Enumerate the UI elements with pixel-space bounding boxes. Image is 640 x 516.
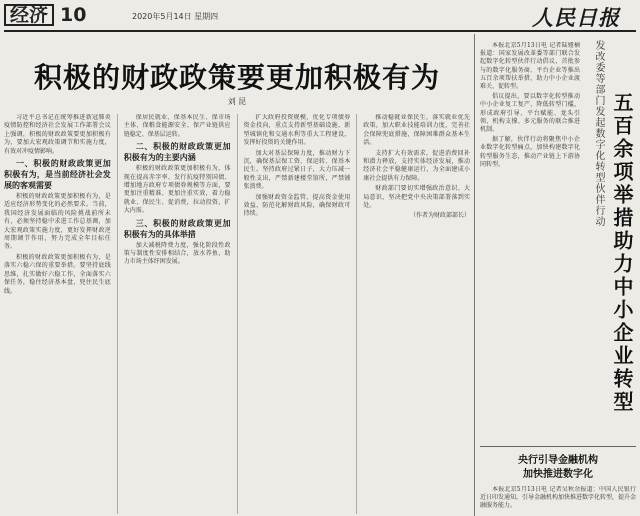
article-column-1 [4, 114, 111, 514]
article-column-2 [124, 114, 231, 514]
section-label [4, 4, 86, 26]
paragraph: 推动稳就业保民生，落实就业优先政策，加大职业技能培训力度，完善社会保障兜底措施，保障困难群众基本生活。 [363, 114, 470, 147]
article-subhead: 二、积极的财政政策更加积极有为的主要内涵 [123, 142, 231, 163]
column-divider [117, 114, 118, 514]
author-note: （作者为财政部部长） [409, 212, 470, 220]
article-columns [4, 114, 470, 514]
paragraph: 习近平总书记在统筹推进新冠肺炎疫情防控和经济社会发展工作部署会议上强调，积极的财政政策要更加积极有为，要加大宏观政策调节和实施力度，有效对冲疫情影响。 [4, 114, 111, 155]
paragraph: 财政部门要切实增强政治意识、大局意识，坚决把党中央决策部署落到实处。 [363, 185, 470, 210]
sidebar-article [480, 34, 636, 516]
paragraph: 本报北京5月13日电 记者陆娅楠报道：国家发展改革委等部门联合发起数字化转型伙伴行动倡议，首批参与的数字化服务商、平台企业等推出五百余项帮扶举措，助力中小企业渡难关、促转型。 [480, 42, 580, 91]
sidebar-body [480, 42, 580, 442]
paragraph: 保居民就业、保基本民生、保市场主体、保粮食能源安全、保产业链供应链稳定、保基层运转。 [123, 114, 231, 138]
paragraph: 倡议提出，要以数字化转型推动中小企业复工复产，降低转型门槛，形成政府引导、平台赋能、龙头引领、机构支撑、多元服务的联合推进机制。 [480, 93, 580, 134]
section-number: 10 [60, 4, 87, 26]
paragraph: 加大对基层保障力度，推动财力下沉，确保基层保工资、保运转、保基本民生。坚持政府过紧日子，大力压减一般性支出，严禁新建楼堂馆所，严禁铺张浪费。 [243, 149, 351, 191]
column-divider [237, 114, 238, 514]
article-headline: 积极的财政政策要更加积极有为 [33, 61, 440, 94]
sidebar-rule [480, 446, 636, 447]
article-column-3 [244, 114, 351, 514]
sidebar-headline: 五百余项举措助力中小企业转型 [610, 92, 634, 414]
section-divider [474, 34, 475, 516]
article-byline: 刘 昆 [227, 97, 247, 106]
page-header [4, 4, 636, 30]
article-column-4 [363, 114, 470, 514]
issue-date: 2020年5月14日 星期四 [132, 12, 219, 21]
paragraph: 本报北京5月13日电 记者吴秋余报道：中国人民银行近日印发通知，引导金融机构加快推进数字化转型，提升金融服务能力。 [480, 486, 636, 510]
paragraph: 支持扩大有效需求，促进消费回补和潜力释放，支持实体经济发展，推动经济社会平稳健康运行，为全面建成小康社会提供有力保障。 [363, 149, 470, 182]
second-article-headline [480, 454, 636, 482]
column-divider [356, 114, 357, 514]
sidebar-subtitle: 发改委等部门发起数字化转型伙伴行动 [593, 40, 604, 227]
article-subhead: 三、积极的财政政策更加积极有为的具体举措 [123, 218, 231, 239]
paragraph: 加强财政资金监管，提高资金使用效益，防范化解财政风险，确保财政可持续。 [243, 193, 351, 218]
paragraph: 加大减税降费力度，强化阶段性政策与制度性安排相结合，放水养鱼，助力市场主体纾困发展。 [123, 241, 231, 266]
header-rule [4, 30, 636, 32]
paragraph: 扩大政府投资规模，优化专项债券资金投向，重点支持新型基础设施、新型城镇化和交通水利等重大工程建设，发挥好投资的关键作用。 [243, 114, 351, 147]
paragraph: 积极的财政政策更加积极有为，是落实六稳六保的重要举措。要坚持底线思维，扎实做好六稳工作，全面落实六保任务，稳住经济基本盘，兜住民生底线。 [4, 253, 111, 295]
article-subhead: 一、积极的财政政策更加积极有为，是当前经济社会发展的客观需要 [4, 159, 111, 191]
masthead-logo: 人民日报 [532, 5, 620, 30]
paragraph: 积极的财政政策更加积极有为，体现在提高赤字率、发行抗疫特别国债、增加地方政府专项债券规模等方面，要更加注重精准、更加注重实效，着力稳就业、保民生、促消费，拉动投资，扩大内需。 [123, 165, 231, 215]
headline-line-1: 央行引导金融机构 [518, 455, 598, 466]
main-article [4, 34, 470, 516]
headline-line-2: 加快推进数字化 [523, 469, 593, 480]
second-article-body [480, 486, 636, 516]
paragraph: 据了解，伙伴行动将聚焦中小企业数字化转型痛点，加快构建数字化转型服务生态，推动产业链上下游协同转型。 [480, 136, 580, 168]
paragraph: 积极的财政政策更加积极有为，是适应经济形势变化的必然要求。当前，我国经济发展面临的风险挑战前所未有，必须坚持稳中求进工作总基调，加大宏观政策实施力度，更好发挥财政逆周期调节作用，努力完成全年目标任务。 [4, 193, 111, 251]
section-name: 经济 [4, 4, 54, 26]
